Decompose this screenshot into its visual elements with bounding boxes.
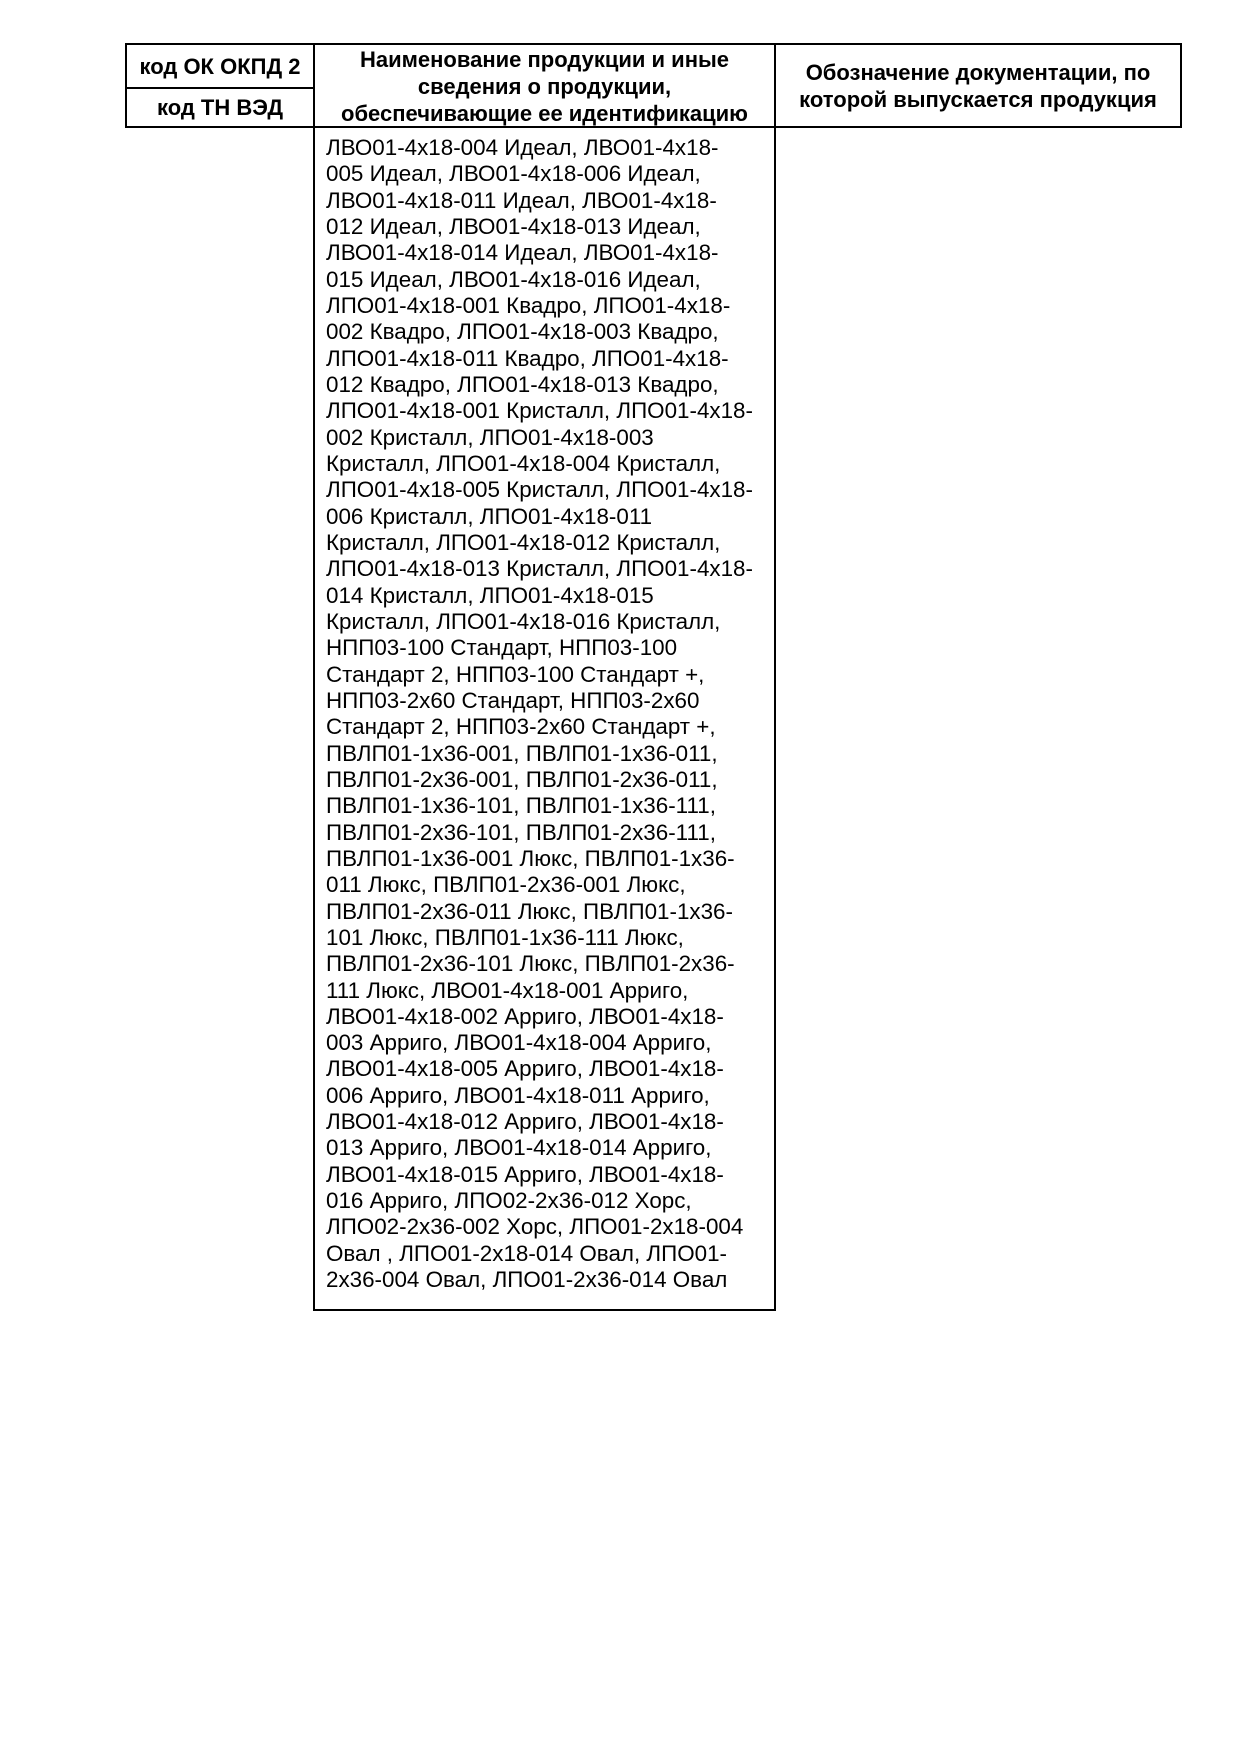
product-line: 006 Арриго, ЛВО01-4х18-011 Арриго, [326, 1082, 710, 1108]
product-line: ЛПО02-2х36-002 Хорс, ЛПО01-2х18-004 [326, 1214, 744, 1240]
product-line: ЛВО01-4х18-004 Идеал, ЛВО01-4х18- [326, 135, 719, 160]
product-line: ПВЛП01-2х36-101 Люкс, ПВЛП01-2х36- [326, 951, 735, 977]
header-documentation [774, 43, 1182, 128]
product-line: 012 Квадро, ЛПО01-4х18-013 Квадро, [326, 371, 719, 397]
product-line: ЛВО01-4х18-011 Идеал, ЛВО01-4х18- [326, 187, 717, 213]
product-line: 016 Арриго, ЛПО02-2х36-012 Хорс, [326, 1188, 692, 1214]
product-line: ЛПО01-4х18-001 Кристалл, ЛПО01-4х18- [326, 398, 753, 424]
product-line: 011 Люкс, ПВЛП01-2х36-001 Люкс, [326, 872, 686, 898]
product-line: ЛВО01-4х18-015 Арриго, ЛВО01-4х18- [326, 1161, 724, 1187]
header-product-name [313, 43, 776, 128]
product-line: ПВЛП01-2х36-101, ПВЛП01-2х36-111, [326, 819, 716, 845]
product-line: ЛПО01-4х18-011 Квадро, ЛПО01-4х18- [326, 345, 729, 371]
product-line: 015 Идеал, ЛВО01-4х18-016 Идеал, [326, 266, 701, 292]
product-line: ЛВО01-4х18-002 Арриго, ЛВО01-4х18- [326, 1003, 724, 1029]
product-line: НПП03-2х60 Стандарт, НПП03-2х60 [326, 687, 700, 713]
product-line: 013 Арриго, ЛВО01-4х18-014 Арриго, [326, 1135, 712, 1161]
product-line: 012 Идеал, ЛВО01-4х18-013 Идеал, [326, 213, 701, 239]
header-tnved-label: код ТН ВЭД [156, 95, 284, 120]
header-okpd-label: код ОК ОКПД 2 [139, 53, 301, 79]
product-line: НПП03-100 Стандарт, НПП03-100 [326, 635, 678, 661]
product-line: ПВЛП01-2х36-011 Люкс, ПВЛП01-1х36- [326, 898, 733, 924]
product-line: Кристалл, ЛПО01-4х18-016 Кристалл, [326, 608, 721, 634]
product-line: Овал , ЛПО01-2х18-014 Овал, ЛПО01- [326, 1240, 727, 1266]
product-line: ЛВО01-4х18-012 Арриго, ЛВО01-4х18- [326, 1109, 724, 1135]
product-line: 006 Кристалл, ЛПО01-4х18-011 [326, 503, 653, 529]
product-line: Кристалл, ЛПО01-4х18-012 Кристалл, [326, 529, 721, 555]
product-cell-left-border [313, 126, 315, 1311]
product-line: 014 Кристалл, ЛПО01-4х18-015 [326, 582, 654, 608]
product-line: ПВЛП01-1х36-101, ПВЛП01-1х36-111, [326, 793, 716, 819]
product-line: ЛВО01-4х18-014 Идеал, ЛВО01-4х18- [326, 240, 719, 266]
product-line: ЛПО01-4х18-005 Кристалл, ЛПО01-4х18- [326, 477, 753, 503]
product-line: Кристалл, ЛПО01-4х18-004 Кристалл, [326, 450, 721, 476]
product-line: 003 Арриго, ЛВО01-4х18-004 Арриго, [326, 1030, 712, 1056]
product-line: ПВЛП01-1х36-001 Люкс, ПВЛП01-1х36- [326, 845, 735, 871]
product-line: 005 Идеал, ЛВО01-4х18-006 Идеал, [326, 161, 701, 187]
product-line: 2х36-004 Овал, ЛПО01-2х36-014 Овал [326, 1267, 728, 1293]
product-line: ЛВО01-4х18-005 Арриго, ЛВО01-4х18- [326, 1056, 724, 1082]
product-line: Стандарт 2, НПП03-2х60 Стандарт +, [326, 714, 716, 740]
product-line: ПВЛП01-2х36-001, ПВЛП01-2х36-011, [326, 766, 718, 792]
product-line: ПВЛП01-1х36-001, ПВЛП01-1х36-011, [326, 740, 718, 766]
product-line: Стандарт 2, НПП03-100 Стандарт +, [326, 661, 705, 687]
product-line: ЛПО01-4х18-001 Квадро, ЛПО01-4х18- [326, 292, 731, 318]
product-line: 101 Люкс, ПВЛП01-1х36-111 Люкс, [326, 924, 684, 950]
product-line: 002 Квадро, ЛПО01-4х18-003 Квадро, [326, 319, 719, 345]
header-documentation-label: Обозначение документации, по которой выпускается продукция [799, 59, 1157, 112]
product-line: 111 Люкс, ЛВО01-4х18-001 Арриго, [326, 977, 689, 1003]
header-tnved-code [125, 87, 315, 128]
product-cell-bottom-border [313, 1309, 776, 1311]
product-list-cell [326, 135, 776, 1293]
product-line: ЛПО01-4х18-013 Кристалл, ЛПО01-4х18- [326, 556, 753, 582]
product-line: 002 Кристалл, ЛПО01-4х18-003 [326, 424, 654, 450]
header-okpd-code [125, 43, 315, 89]
header-product-name-label: Наименование продукции и иные сведения о продукции, обеспечивающие ее идентификацию [341, 47, 748, 126]
